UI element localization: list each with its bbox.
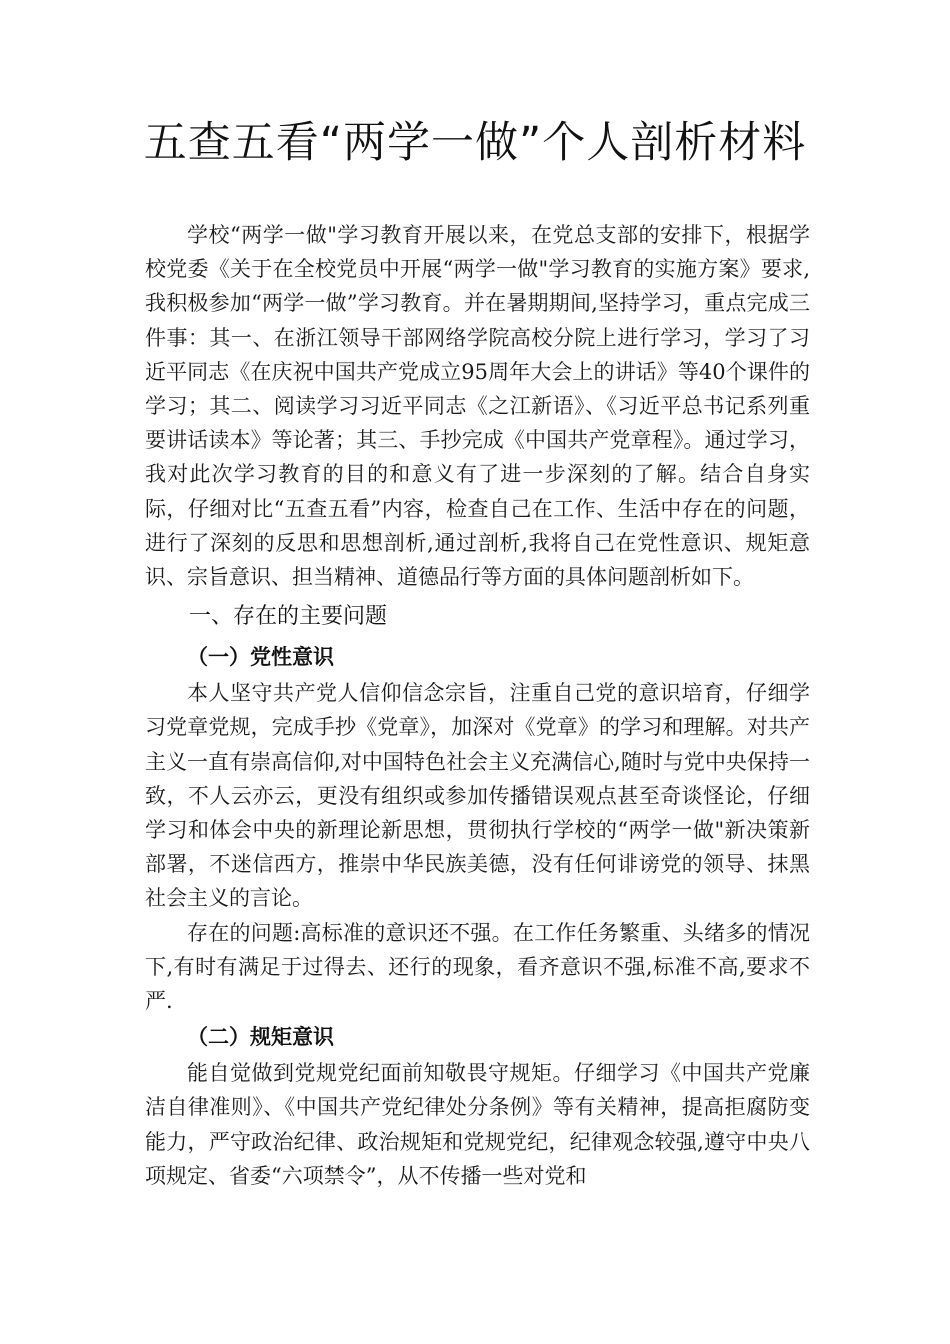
- party-spirit-paragraph: 本人坚守共产党人信仰信念宗旨，注重自己党的意识培育，仔细学习党章党规，完成手抄《党章》，加深对《党章》的学习和理解。对共产主义一直有崇高信仰,对中国特色社会主义充满信心,随时与党中央保持一致，不人云亦云，更没有组织或参加传播错误观点甚至奇谈怪论，仔细学习和体会中央的新理论新思想，贯彻执行学校的“两学一做"新决策新部署，不迷信西方，推崇中华民族美德，没有任何诽谤党的领导、抹黑社会主义的言论。: [145, 681, 810, 911]
- document-body: [145, 218, 810, 1193]
- subsection-heading-party-spirit: （一）党性意识: [187, 645, 334, 670]
- rules-awareness-paragraph: 能自觉做到党规党纪面前知敬畏守规矩。仔细学习《中国共产党廉洁自律准则》、《中国共产党纪律处分条例》等有关精神，提高拒腐防变能力，严守政治纪律、政治规矩和党规党纪，纪律观念较强,遵守中央八项规定、省委“六项禁令”，从不传播一些对党和: [145, 1061, 810, 1188]
- document-title: 五查五看“两学一做”个人剖析材料: [143, 118, 807, 168]
- party-spirit-problem-paragraph: 存在的问题:高标准的意识还不强。在工作任务繁重、头绪多的情况下,有时有满足于过得去、还行的现象，看齐意识不强,标准不高,要求不严.: [145, 920, 810, 1014]
- subsection-heading-rules-awareness: （二）规矩意识: [187, 1025, 334, 1050]
- intro-paragraph: 学校“两学一做"学习教育开展以来，在党总支部的安排下，根据学校党委《关于在全校党员中开展“两学一做"学习教育的实施方案》要求,我积极参加“两学一做”学习教育。并在暑期期间,坚持学习，重点完成三件事：其一、在浙江领导干部网络学院高校分院上进行学习，学习了习近平同志《在庆祝中国共产党成立95周年大会上的讲话》等40个课件的学习；其二、阅读学习习近平同志《之江新语》、《习近平总书记系列重要讲话读本》等论著；其三、手抄完成《中国共产党章程》。通过学习，我对此次学习教育的目的和意义有了进一步深刻的了解。结合自身实际，仔细对比“五查五看”内容，检查自己在工作、生活中存在的问题，进行了深刻的反思和思想剖析,通过剖析,我将自己在党性意识、规矩意识、宗旨意识、担当精神、道德品行等方面的具体问题剖析如下。: [145, 223, 810, 590]
- section-heading-main-problems: 一、存在的主要问题: [189, 604, 388, 630]
